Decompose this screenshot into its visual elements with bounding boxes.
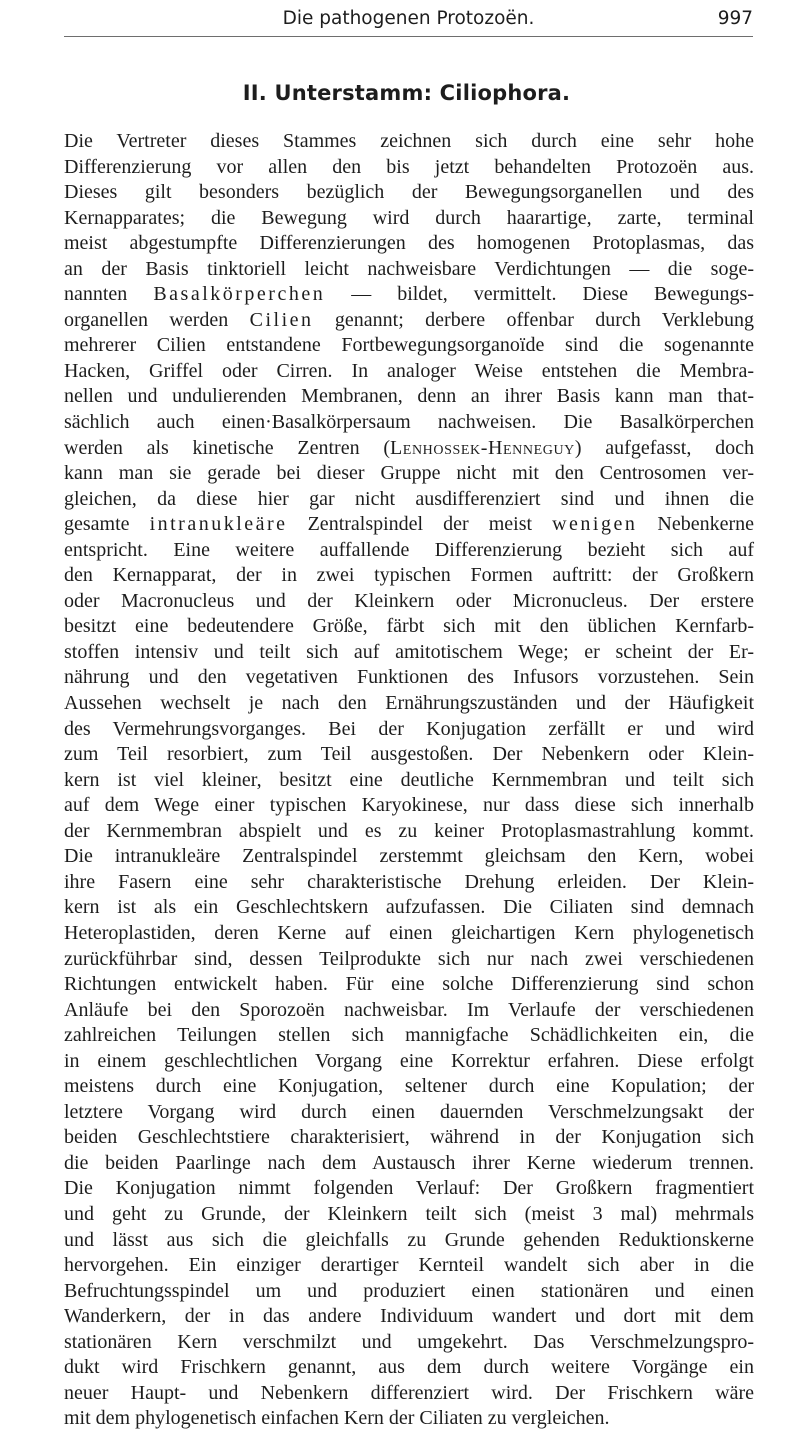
text-line: Hacken, Griffel oder Cirren. In analoger Weise entstehen die Membra- <box>64 359 754 382</box>
text-line: auf dem Wege einer typischen Karyokinese, nur dass diese sich innerhalb <box>64 794 754 817</box>
text-line: Befruchtungsspindel um und produziert einen stationären und einen <box>64 1279 754 1302</box>
text-line: nährung und den vegetativen Funktionen des Infusors vorzustehen. Sein <box>64 666 754 689</box>
text-line: zum Teil resorbiert, zum Teil ausgestoßen. Der Nebenkern oder Klein- <box>64 743 754 766</box>
text-line: der Kernmembran abspielt und es zu keiner Protoplasmastrahlung kommt. <box>64 819 754 842</box>
text-line: an der Basis tinktoriell leicht nachweisbare Verdichtungen — die soge- <box>64 257 754 280</box>
text-line: kern ist als ein Geschlechtskern aufzufassen. Die Ciliaten sind demnach <box>64 896 754 919</box>
running-title: Die pathogenen Protozoën. <box>282 8 535 29</box>
text-line: beiden Geschlechtstiere charakterisiert, während in der Konjugation sich <box>64 1126 754 1149</box>
text-line: neuer Haupt- und Nebenkern differenziert wird. Der Frischkern wäre <box>64 1381 754 1404</box>
text-line: Dieses gilt besonders bezüglich der Bewegungsorganellen und des <box>64 181 754 204</box>
emphasized-term: intranukleäre <box>149 513 288 536</box>
running-head <box>64 8 753 34</box>
header-rule <box>64 36 753 37</box>
text-line: letztere Vorgang wird durch einen dauernden Verschmelzungsakt der <box>64 1100 754 1123</box>
text-line: dukt wird Frischkern genannt, aus dem durch weitere Vorgänge ein <box>64 1356 754 1379</box>
text-line: kern ist viel kleiner, besitzt eine deutliche Kernmembran und teilt sich <box>64 768 754 791</box>
text-line: die beiden Paarlinge nach dem Austausch ihrer Kerne wiederum trennen. <box>64 1151 754 1174</box>
text-line: nannten Basalkörperchen — bildet, vermittelt. Diese Bewegungs- <box>64 283 754 306</box>
emphasized-term: Lenhossek-Henneguy <box>389 436 575 459</box>
page-number: 997 <box>717 8 753 29</box>
text-line: Differenzierung vor allen den bis jetzt behandelten Protozoën aus. <box>64 155 754 178</box>
text-line: Aussehen wechselt je nach den Ernährungszuständen und der Häufigkeit <box>64 692 754 715</box>
text-line: Die Vertreter dieses Stammes zeichnen sich durch eine sehr hohe <box>64 130 754 152</box>
text-line: des Vermehrungsvorganges. Bei der Konjugation zerfällt er und wird <box>64 717 754 740</box>
text-line: mehrerer Cilien entstandene Fortbewegungsorganoïde sind die sogenannte <box>64 334 754 357</box>
text-line: den Kernapparat, der in zwei typischen Formen auftritt: der Großkern <box>64 564 754 587</box>
text-line: ihre Fasern eine sehr charakteristische Drehung erleiden. Der Klein- <box>64 870 754 893</box>
text-line: oder Macronucleus und der Kleinkern oder Micronucleus. Der erstere <box>64 589 754 612</box>
text-line: stoffen intensiv und teilt sich auf amitotischem Wege; er scheint der Er- <box>64 640 754 663</box>
text-line: entspricht. Eine weitere auffallende Differenzierung bezieht sich auf <box>64 538 754 561</box>
text-line: Die Konjugation nimmt folgenden Verlauf: Der Großkern fragmentiert <box>64 1177 754 1200</box>
text-line: und lässt aus sich die gleichfalls zu Grunde gehenden Reduktionskerne <box>64 1228 754 1251</box>
text-line: Heteroplastiden, deren Kerne auf einen gleichartigen Kern phylogenetisch <box>64 921 754 944</box>
text-line: werden als kinetische Zentren (Lenhossek-Henneguy) aufgefasst, doch <box>64 436 754 459</box>
body-paragraph <box>64 129 754 1432</box>
text-line: nellen und undulierenden Membranen, denn an ihrer Basis kann man that- <box>64 385 754 408</box>
text-line: Richtungen entwickelt haben. Für eine solche Differenzierung sind schon <box>64 973 754 996</box>
text-line: und geht zu Grunde, der Kleinkern teilt sich (meist 3 mal) mehrmals <box>64 1202 754 1225</box>
text-line: kann man sie gerade bei dieser Gruppe nicht mit den Centrosomen ver- <box>64 462 754 485</box>
text-line: meist abgestumpfte Differenzierungen des homogenen Protoplasmas, das <box>64 232 754 255</box>
emphasized-term: Basalkörperchen <box>153 283 326 306</box>
text-line: zahlreichen Teilungen stellen sich mannigfache Schädlichkeiten ein, die <box>64 1024 754 1047</box>
emphasized-term: wenigen <box>552 513 638 536</box>
text-line: hervorgehen. Ein einziger derartiger Kernteil wandelt sich aber in die <box>64 1254 754 1277</box>
text-line: Die intranukleäre Zentralspindel zerstemmt gleichsam den Kern, wobei <box>64 845 754 868</box>
text-line: besitzt eine bedeutendere Größe, färbt sich mit den üblichen Kernfarb- <box>64 615 754 638</box>
text-line: zurückführbar sind, dessen Teilprodukte sich nur nach zwei verschiedenen <box>64 947 754 970</box>
text-line: mit dem phylogenetisch einfachen Kern der Ciliaten zu vergleichen. <box>64 1407 610 1430</box>
text-line: Anläufe bei den Sporozoën nachweisbar. Im Verlaufe der verschiedenen <box>64 998 754 1021</box>
text-line: Kernapparates; die Bewegung wird durch haarartige, zarte, terminal <box>64 206 754 229</box>
text-line: in einem geschlechtlichen Vorgang eine Korrektur erfahren. Diese erfolgt <box>64 1049 754 1072</box>
text-line: gesamte intranukleäre Zentralspindel der meist wenigen Nebenkerne <box>64 513 754 536</box>
text-line: sächlich auch einen·Basalkörpersaum nachweisen. Die Basalkörperchen <box>64 411 754 434</box>
section-heading: II. Unterstamm: Ciliophora. <box>242 81 571 105</box>
emphasized-term: Cilien <box>249 308 314 331</box>
text-line: stationären Kern verschmilzt und umgekehrt. Das Verschmelzungspro- <box>64 1330 754 1353</box>
text-line: organellen werden Cilien genannt; derbere offenbar durch Verklebung <box>64 308 754 331</box>
text-line: Wanderkern, der in das andere Individuum wandert und dort mit dem <box>64 1305 754 1328</box>
text-line: meistens durch eine Konjugation, seltener durch eine Kopulation; der <box>64 1075 754 1098</box>
text-line: gleichen, da diese hier gar nicht ausdifferenziert sind und ihnen die <box>64 487 754 510</box>
